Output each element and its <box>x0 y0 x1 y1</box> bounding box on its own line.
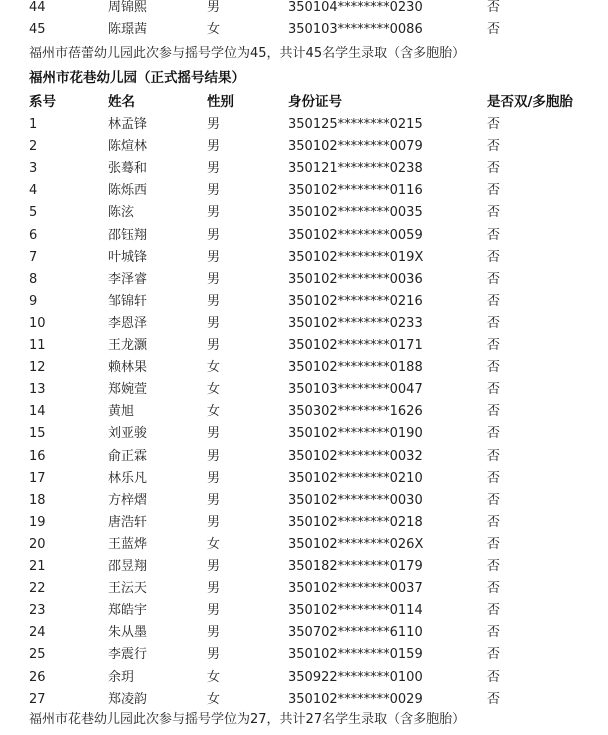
serial-number: 24 <box>29 625 46 641</box>
student-name: 赖林果 <box>108 360 148 376</box>
student-gender: 女 <box>207 360 221 376</box>
student-gender: 男 <box>207 470 221 486</box>
student-id-number: 350102********0037 <box>288 581 423 597</box>
kindergarten-summary: 福州市花巷幼儿园此次参与摇号学位为27，共计27名学生录取（含多胞胎） <box>29 712 466 727</box>
table-row <box>0 667 608 689</box>
serial-number: 19 <box>29 514 46 530</box>
twin-status: 否 <box>487 161 501 177</box>
serial-number: 23 <box>29 603 46 619</box>
serial-number: 18 <box>29 492 46 508</box>
twin-status: 否 <box>487 492 501 508</box>
serial-number: 9 <box>29 293 38 309</box>
student-name: 叶城锋 <box>108 249 148 265</box>
student-name: 余玥 <box>108 669 135 685</box>
student-id-number: 350121********0238 <box>288 161 423 177</box>
serial-number: 4 <box>29 183 38 199</box>
student-id-number: 350125********0215 <box>288 117 423 132</box>
student-id-number: 350102********019X <box>288 249 424 265</box>
student-id-number: 350702********6110 <box>288 625 423 641</box>
serial-number: 22 <box>29 581 46 597</box>
student-gender: 女 <box>207 536 221 552</box>
student-id-number: 350102********0032 <box>288 448 423 464</box>
header-name: 姓名 <box>108 94 135 110</box>
twin-status: 否 <box>487 647 501 663</box>
twin-status: 否 <box>487 470 501 486</box>
table-row <box>0 512 608 534</box>
student-gender: 男 <box>207 559 221 574</box>
table-row <box>0 313 608 335</box>
table-row <box>0 247 608 269</box>
student-gender: 女 <box>207 404 221 420</box>
serial-number: 44 <box>29 0 46 15</box>
table-row <box>0 158 608 180</box>
student-id-number: 350102********0190 <box>288 426 423 442</box>
student-gender: 男 <box>207 581 221 597</box>
student-gender: 女 <box>207 669 221 685</box>
table-row <box>0 468 608 490</box>
twin-status: 否 <box>487 117 501 132</box>
student-id-number: 350102********0216 <box>288 293 423 309</box>
student-name: 邵钰翔 <box>108 227 148 243</box>
student-name: 郑凌韵 <box>108 691 148 707</box>
serial-number: 26 <box>29 669 46 685</box>
twin-status: 否 <box>487 603 501 619</box>
student-gender: 男 <box>207 448 221 464</box>
student-id-number: 350102********0233 <box>288 315 423 331</box>
table-header <box>0 91 608 113</box>
twin-status: 否 <box>487 205 501 221</box>
serial-number: 5 <box>29 205 38 221</box>
header-gender: 性别 <box>207 94 234 110</box>
student-name: 朱从墨 <box>108 625 148 641</box>
twin-status: 否 <box>487 0 501 15</box>
student-name: 邹锦轩 <box>108 293 148 309</box>
student-gender: 男 <box>207 249 221 265</box>
student-gender: 男 <box>207 205 221 221</box>
student-name: 黄旭 <box>108 404 135 420</box>
table-row <box>0 423 608 445</box>
twin-status: 否 <box>487 382 501 398</box>
serial-number: 2 <box>29 139 38 155</box>
table-row <box>0 622 608 644</box>
serial-number: 17 <box>29 470 46 486</box>
student-id-number: 350102********0159 <box>288 647 423 663</box>
twin-status: 否 <box>487 271 501 287</box>
student-name: 李泽睿 <box>108 271 148 287</box>
student-gender: 男 <box>207 271 221 287</box>
twin-status: 否 <box>487 22 501 37</box>
serial-number: 20 <box>29 536 46 552</box>
serial-number: 10 <box>29 315 46 331</box>
student-id-number: 350104********0230 <box>288 0 423 15</box>
student-id-number: 350102********0030 <box>288 492 423 508</box>
twin-status: 否 <box>487 315 501 331</box>
student-name: 王沄天 <box>108 581 148 597</box>
twin-status: 否 <box>487 183 501 199</box>
student-gender: 男 <box>207 514 221 530</box>
serial-number: 45 <box>29 22 46 37</box>
student-name: 王龙灏 <box>108 338 148 353</box>
student-name: 郑婉萱 <box>108 382 148 398</box>
twin-status: 否 <box>487 581 501 597</box>
student-name: 陈煊林 <box>108 139 148 155</box>
twin-status: 否 <box>487 426 501 442</box>
table-row <box>0 490 608 512</box>
table-row <box>0 556 608 578</box>
serial-number: 15 <box>29 426 46 442</box>
student-id-number: 350102********0218 <box>288 514 423 530</box>
twin-status: 否 <box>487 536 501 552</box>
table-row <box>0 689 608 711</box>
student-name: 唐浩轩 <box>108 514 148 530</box>
table-row <box>0 114 608 136</box>
student-name: 陈泫 <box>108 205 135 221</box>
table-row <box>0 644 608 666</box>
student-id-number: 350102********0116 <box>288 183 423 199</box>
student-gender: 男 <box>207 227 221 243</box>
table-row <box>0 401 608 423</box>
header-id-number: 身份证号 <box>288 94 342 110</box>
student-gender: 男 <box>207 338 221 353</box>
student-gender: 男 <box>207 647 221 663</box>
student-id-number: 350182********0179 <box>288 559 423 574</box>
table-row <box>0 357 608 379</box>
student-gender: 男 <box>207 603 221 619</box>
previous-kindergarten-summary: 福州市蓓蕾幼儿园此次参与摇号学位为45，共计45名学生录取（含多胞胎） <box>29 46 466 61</box>
twin-status: 否 <box>487 514 501 530</box>
twin-status: 否 <box>487 448 501 464</box>
student-name: 陈璟茜 <box>108 22 148 37</box>
twin-status: 否 <box>487 360 501 376</box>
table-row <box>0 335 608 357</box>
section-title: 福州市花巷幼儿园（正式摇号结果） <box>29 70 245 86</box>
table-row <box>0 0 608 19</box>
student-id-number: 350102********0210 <box>288 470 423 486</box>
student-gender: 男 <box>207 161 221 177</box>
serial-number: 7 <box>29 249 38 265</box>
twin-status: 否 <box>487 559 501 574</box>
serial-number: 3 <box>29 161 38 177</box>
student-name: 方梓熠 <box>108 492 148 508</box>
student-name: 周锦熙 <box>108 0 148 15</box>
serial-number: 16 <box>29 448 46 464</box>
student-id-number: 350102********0171 <box>288 338 423 353</box>
student-gender: 女 <box>207 691 221 707</box>
header-serial-number: 系号 <box>29 94 56 110</box>
table-row <box>0 534 608 556</box>
student-id-number: 350102********026X <box>288 536 424 552</box>
student-id-number: 350922********0100 <box>288 669 423 685</box>
serial-number: 21 <box>29 559 46 574</box>
serial-number: 27 <box>29 691 46 707</box>
student-id-number: 350102********0059 <box>288 227 423 243</box>
table-row <box>0 180 608 202</box>
serial-number: 12 <box>29 360 46 376</box>
twin-status: 否 <box>487 338 501 353</box>
student-id-number: 350103********0047 <box>288 382 423 398</box>
header-twin-status: 是否双/多胞胎 <box>487 94 573 110</box>
table-row <box>0 600 608 622</box>
student-gender: 男 <box>207 293 221 309</box>
student-gender: 男 <box>207 183 221 199</box>
student-gender: 男 <box>207 625 221 641</box>
serial-number: 11 <box>29 338 46 353</box>
student-id-number: 350102********0079 <box>288 139 423 155</box>
table-row <box>0 225 608 247</box>
student-name: 陈烁西 <box>108 183 148 199</box>
student-name: 李震行 <box>108 647 148 663</box>
student-name: 俞正霖 <box>108 448 148 464</box>
table-row <box>0 578 608 600</box>
table-row <box>0 19 608 41</box>
student-name: 李恩泽 <box>108 315 148 331</box>
serial-number: 6 <box>29 227 38 243</box>
table-row <box>0 291 608 313</box>
student-id-number: 350102********0035 <box>288 205 423 221</box>
student-id-number: 350102********0036 <box>288 271 423 287</box>
table-row <box>0 379 608 401</box>
table-row <box>0 446 608 468</box>
student-gender: 男 <box>207 492 221 508</box>
student-name: 林孟锋 <box>108 117 148 132</box>
student-gender: 男 <box>207 139 221 155</box>
student-name: 王蓝烨 <box>108 536 148 552</box>
student-gender: 男 <box>207 117 221 132</box>
student-gender: 女 <box>207 382 221 398</box>
student-id-number: 350103********0086 <box>288 22 423 37</box>
twin-status: 否 <box>487 691 501 707</box>
serial-number: 25 <box>29 647 46 663</box>
student-name: 张蓦和 <box>108 161 148 177</box>
twin-status: 否 <box>487 293 501 309</box>
table-row <box>0 269 608 291</box>
serial-number: 13 <box>29 382 46 398</box>
student-gender: 男 <box>207 315 221 331</box>
serial-number: 14 <box>29 404 46 420</box>
table-row <box>0 202 608 224</box>
serial-number: 1 <box>29 117 38 132</box>
serial-number: 8 <box>29 271 38 287</box>
student-id-number: 350102********0029 <box>288 691 423 707</box>
student-gender: 男 <box>207 0 221 15</box>
student-name: 邵昱翔 <box>108 559 148 574</box>
student-gender: 女 <box>207 22 221 37</box>
twin-status: 否 <box>487 227 501 243</box>
twin-status: 否 <box>487 625 501 641</box>
table-row <box>0 136 608 158</box>
twin-status: 否 <box>487 669 501 685</box>
student-id-number: 350102********0188 <box>288 360 423 376</box>
student-gender: 男 <box>207 426 221 442</box>
student-name: 林乐凡 <box>108 470 148 486</box>
student-name: 刘亚骏 <box>108 426 148 442</box>
twin-status: 否 <box>487 249 501 265</box>
student-id-number: 350102********0114 <box>288 603 423 619</box>
student-name: 郑皓宇 <box>108 603 148 619</box>
student-id-number: 350302********1626 <box>288 404 423 420</box>
twin-status: 否 <box>487 139 501 155</box>
twin-status: 否 <box>487 404 501 420</box>
